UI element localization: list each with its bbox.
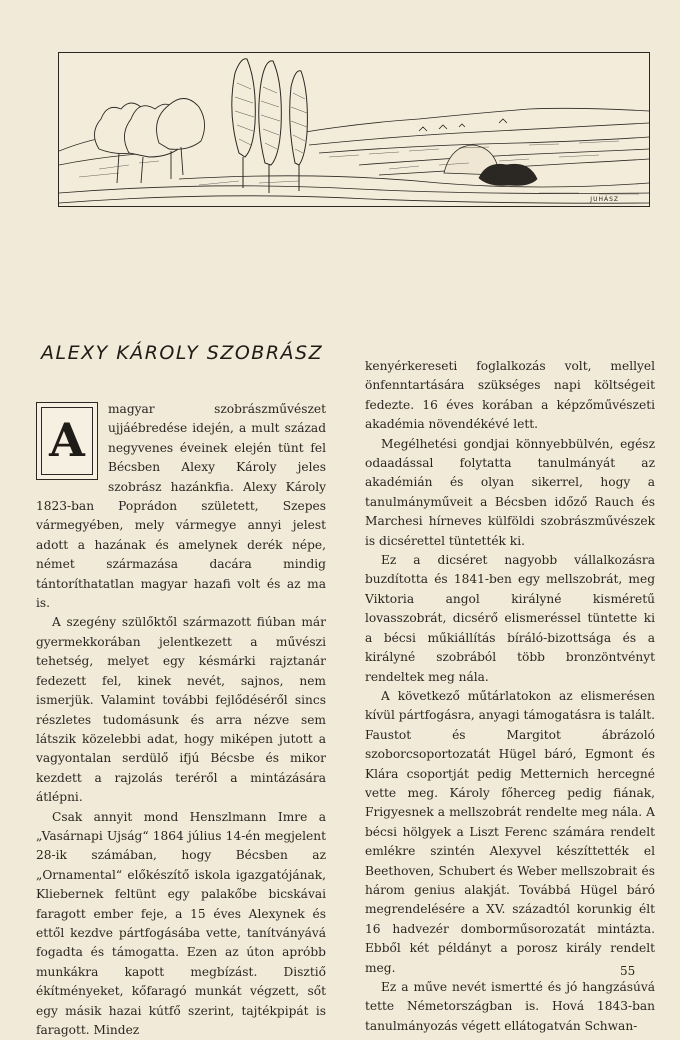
paragraph: Ez a dicséret nagyobb vállalkozásra buzdította és 1841-ben egy mellszobrát, meg Viktoria angol királyné kisméretű lovasszobrát, dicsérő elismeréssel tüntette ki a bécsi műkiállítás bíráló-bizottsága és a királyné szobrából több bronzöntvényt rendeltek meg nála. <box>365 553 655 684</box>
illustrator-signature: JUHÁSZ <box>590 196 619 203</box>
paragraph: A következő műtárlatokon az elismerésen kívül pártfogásra, anyagi támogatásra is talált. Faustot és Margitot ábrázoló szoborcsoportozatát Hügel báró, Egmont és Klára csoportját pedig Metternich hercegné vette meg. Károly főherceg pedig fiának, Frigyesnek a mellszobrát rendelte meg nála. A bécsi hölgyek a Liszt Ferenc számára rendelt emlékre szintén Alexyvel készíttették el Beethoven, Schubert és Weber mellszobrait és három genius alakját. Továbbá Hügel báró megrendelésére a XV. századtól korunkig élt 16 hadvezér domborműsorozatát mintázta. Ebből két példányt a porosz király rendelt meg. <box>365 688 655 975</box>
paragraph: magyar szobrászművészet ujjáébredése idején, a mult század negyvenes éveinek elején tünt fel Bécsben Alexy Károly jeles szobrász hazánkfia. Alexy Károly 1823-ban Poprádon született, Szepes vármegyében, mely vármegye annyi jelest adott a hazának és amelynek derék népe, német származása dacára mindig tántoríthatatlan magyar hazafi volt és az ma is. <box>36 402 326 611</box>
initial-letter: A <box>41 407 93 475</box>
paragraph: Ez a műve nevét ismertté és jó hangzásúvá tette Németországban is. Hová 1843-ban tanulmányozás végett ellátogatván Schwan- <box>365 980 655 1033</box>
article-title: ALEXY KÁROLY SZOBRÁSZ <box>41 342 324 364</box>
paragraph: Megélhetési gondjai könnyebbülvén, egész odaadással folytatta tanulmányát az akadémián és olyan sikerrel, hogy a tanulmányműveit a Bécsben időző Rauch és Marchesi hírneves külföldi szobrászművészek is dicsérettel tüntették ki. <box>365 436 655 548</box>
landscape-drawing <box>59 53 649 206</box>
decorative-initial <box>36 402 98 480</box>
paragraph: kenyérkereseti foglalkozás volt, mellyel önfenntartására szükséges napi költségeit fedezte. 16 éves korában a képzőművészeti akadémia növendékévé lett. <box>365 359 655 432</box>
landscape-illustration <box>58 52 650 207</box>
paragraph: Csak annyit mond Henszlmann Imre a „Vasárnapi Ujság“ 1864 július 14-én megjelent 28-ik számában, hogy Bécsben az „Ornamental“ előkészítő iskola igazgatójának, Kliebernek feltünt egy palakőbe bicskávai faragott ember feje, a 15 éves Alexynek és ettől kezdve pártfogásába vette, tanítványává fogadta és támogatta. Ezen az úton apróbb munkákra kapott megbízást. Disztiő ékítményeket, kőfaragó munkát végzett, sőt egy másik hazai kútfő szerint, tajtékpipát is faragott. Mindez <box>36 809 326 1037</box>
text-column-right <box>365 357 655 1036</box>
paragraph: A szegény szülőktől származott fiúban már gyermekkorában jelentkezett a művészi tehetség, melyet egy késmárki rajztanár fedezett fel, kinek nevét, sajnos, nem ismerjük. Valamint további fejlődéséről sincs részletes tudomásunk és arra nézve sem látszik közelebbi adat, hogy miképen jutott a vagyontalan serdülő ifjú Bécsbe és mikor kezdett a rajzolás teréről a mintázására átlépni. <box>36 615 326 805</box>
text-column-left <box>36 400 326 1040</box>
page-number: 55 <box>620 964 636 978</box>
